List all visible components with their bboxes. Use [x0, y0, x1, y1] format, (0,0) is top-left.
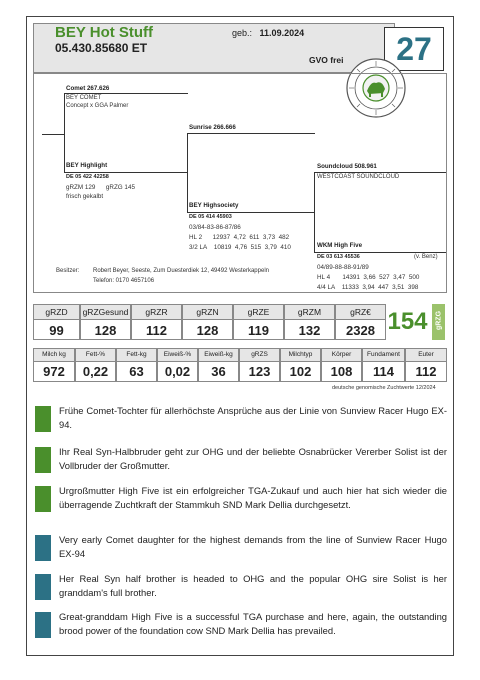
description-de-1 — [33, 404, 447, 434]
trait-value: 0,22 — [82, 364, 109, 379]
owner-address: Robert Beyer, Seeste, Zum Duesterdiek 12, 49492 Westerkappeln — [93, 268, 269, 274]
dam-genomic: gRZM 129 gRZG 145 — [66, 184, 135, 191]
animal-name: BEY Hot Stuff — [55, 24, 154, 41]
mggd-note: (v. Benz) — [414, 254, 438, 260]
trait-value: 36 — [211, 364, 226, 379]
description-de-3 — [33, 484, 447, 514]
index-cell — [335, 304, 386, 340]
pedigree-line — [314, 252, 446, 253]
index-value: 99 — [49, 323, 64, 338]
mgd-performance-1: HL 2 12937 4,72 611 3,73 482 — [189, 234, 290, 241]
trait-cell — [157, 348, 198, 382]
index-value: 128 — [94, 323, 117, 338]
blue-bar — [35, 574, 51, 600]
birth-date-value: 11.09.2024 — [259, 28, 305, 38]
description-de-2 — [33, 445, 447, 475]
mgd-name: BEY Highsociety — [189, 202, 239, 209]
index-cell — [233, 304, 284, 340]
description-text: Frühe Comet-Tochter für allerhöchste Ansprüche aus der Linie von Sunview Racer Hugo EX-94. — [59, 405, 447, 430]
mgs-name: Sunrise 266.666 — [189, 124, 236, 131]
trait-value: 0,02 — [164, 364, 191, 379]
owner-phone: Telefon: 0170 4657106 — [93, 278, 155, 284]
sire-name: Comet 267.626 — [66, 85, 110, 92]
green-bar — [35, 447, 51, 473]
dam-name: BEY Highlight — [66, 162, 108, 169]
blue-bar — [35, 535, 51, 561]
pedigree-line — [64, 93, 188, 94]
owner-label: Besitzer: — [56, 268, 80, 274]
pedigree-panel — [33, 73, 447, 293]
trait-value: 63 — [129, 364, 144, 379]
trait-label: gRZS — [240, 349, 279, 362]
total-index-value: 154 — [387, 308, 428, 335]
mggd-performance-1: HL 4 14391 3,66 527 3,47 500 — [317, 274, 420, 281]
mggd-performance-2: 4/4 LA 11333 3,94 447 3,51 398 — [317, 284, 419, 291]
catalog-card — [26, 16, 454, 656]
mggd-name: WKM High Five — [317, 242, 363, 249]
index-value: 112 — [146, 323, 167, 338]
total-index-tag — [432, 304, 445, 340]
index-label: gRZE — [234, 305, 283, 320]
description-text: Great-granddam High Five is a successful TGA purchase and here, again, the outstanding brood power of the foundation cow SND Mark Dellia has prevailed. — [59, 611, 447, 636]
green-bar — [35, 486, 51, 512]
genomic-indices-row — [33, 304, 386, 340]
index-label: gRZGesund — [81, 305, 130, 320]
index-value: 119 — [248, 323, 269, 338]
trait-value: 972 — [43, 364, 65, 379]
dam-status: frisch gekalbt — [66, 193, 104, 200]
index-label: gRZN — [183, 305, 232, 320]
mgd-lactations: 03/84-83-86-87/86 — [189, 224, 241, 231]
index-cell — [33, 304, 80, 340]
registration-number: 05.430.85680 ET — [55, 41, 148, 55]
index-value: 2328 — [346, 323, 375, 338]
trait-label: Körper — [322, 349, 361, 362]
trait-cell — [321, 348, 362, 382]
sire-line2: Concept x GGA Palmer — [66, 103, 129, 109]
trait-cell — [239, 348, 280, 382]
mgd-reg: DE 05 414 45903 — [189, 214, 232, 220]
index-label: gRZ€ — [336, 305, 385, 320]
trait-value: 114 — [373, 364, 394, 379]
pedigree-line — [314, 172, 446, 173]
birth-date-label: geb.: — [232, 28, 253, 38]
pedigree-line — [42, 134, 64, 135]
mggs-line1: WESTCOAST SOUNDCLOUD — [317, 174, 400, 180]
trait-cell — [198, 348, 239, 382]
dam-reg: DE 05 422 42258 — [66, 174, 109, 180]
production-indices-row — [33, 348, 447, 382]
description-en-1 — [33, 533, 447, 563]
trait-cell — [33, 348, 75, 382]
description-text: Her Real Syn half brother is headed to OHG and the popular OHG sire Solist is her granddam's full brother. — [59, 573, 447, 598]
pedigree-line — [187, 212, 315, 213]
trait-label: Fett-% — [76, 349, 115, 362]
green-bar — [35, 406, 51, 432]
description-text: Urgroßmutter High Five ist ein erfolgreicher TGA-Zukauf und auch hier hat sich wieder die überragende Zuchtkraft der Stammkuh SND Mark Dellia durchgesetzt. — [59, 485, 447, 510]
pedigree-line — [64, 93, 65, 173]
trait-label: Eiweiß-% — [158, 349, 197, 362]
index-label: gRZD — [34, 305, 79, 320]
lot-number: 27 — [384, 27, 444, 71]
description-text: Ihr Real Syn-Halbbruder geht zur OHG und der beliebte Osnabrücker Vererber Solist ist der Vollbruder der Großmutter. — [59, 446, 447, 471]
trait-label: Eiweiß-kg — [199, 349, 238, 362]
birth-date — [232, 28, 304, 38]
mggd-lactations: 04/89-88-88-91/89 — [317, 264, 369, 271]
trait-value: 102 — [289, 364, 312, 379]
index-label: gRZR — [132, 305, 181, 320]
trait-cell — [362, 348, 405, 382]
trait-label: Milch kg — [34, 349, 74, 362]
index-value: 132 — [298, 323, 321, 338]
gvo-label: GVO frei — [309, 55, 344, 65]
trait-label: Fundament — [363, 349, 404, 362]
trait-label: Milchtyp — [281, 349, 320, 362]
description-en-3 — [33, 610, 447, 640]
trait-value: 112 — [415, 364, 437, 379]
index-footnote: deutsche genomische Zuchtwerte 12/2024 — [332, 385, 436, 391]
trait-value: 108 — [330, 364, 353, 379]
trait-cell — [280, 348, 321, 382]
pedigree-line — [187, 133, 188, 213]
index-cell — [80, 304, 131, 340]
pedigree-line — [187, 133, 315, 134]
index-cell — [131, 304, 182, 340]
trait-value: 123 — [248, 364, 271, 379]
index-value: 128 — [196, 323, 219, 338]
mggs-name: Soundcloud 508.961 — [317, 163, 377, 170]
mgd-performance-2: 3/2 LA 10819 4,76 515 3,79 410 — [189, 244, 291, 251]
index-cell — [284, 304, 335, 340]
trait-cell — [405, 348, 447, 382]
total-index-label: gRZG — [435, 310, 443, 331]
trait-label: Euter — [406, 349, 446, 362]
index-label: gRZM — [285, 305, 334, 320]
sire-line1: BEY COMET — [66, 95, 102, 101]
blue-bar — [35, 612, 51, 638]
pedigree-line — [64, 172, 188, 173]
description-en-2 — [33, 572, 447, 602]
index-cell — [182, 304, 233, 340]
trait-cell — [116, 348, 157, 382]
trait-cell — [75, 348, 116, 382]
pedigree-line — [314, 172, 315, 252]
mggd-reg: DE 03 613 45536 — [317, 254, 360, 260]
trait-label: Fett-kg — [117, 349, 156, 362]
description-text: Very early Comet daughter for the highest demands from the line of Sunview Racer Hugo EX-94 — [59, 534, 447, 559]
